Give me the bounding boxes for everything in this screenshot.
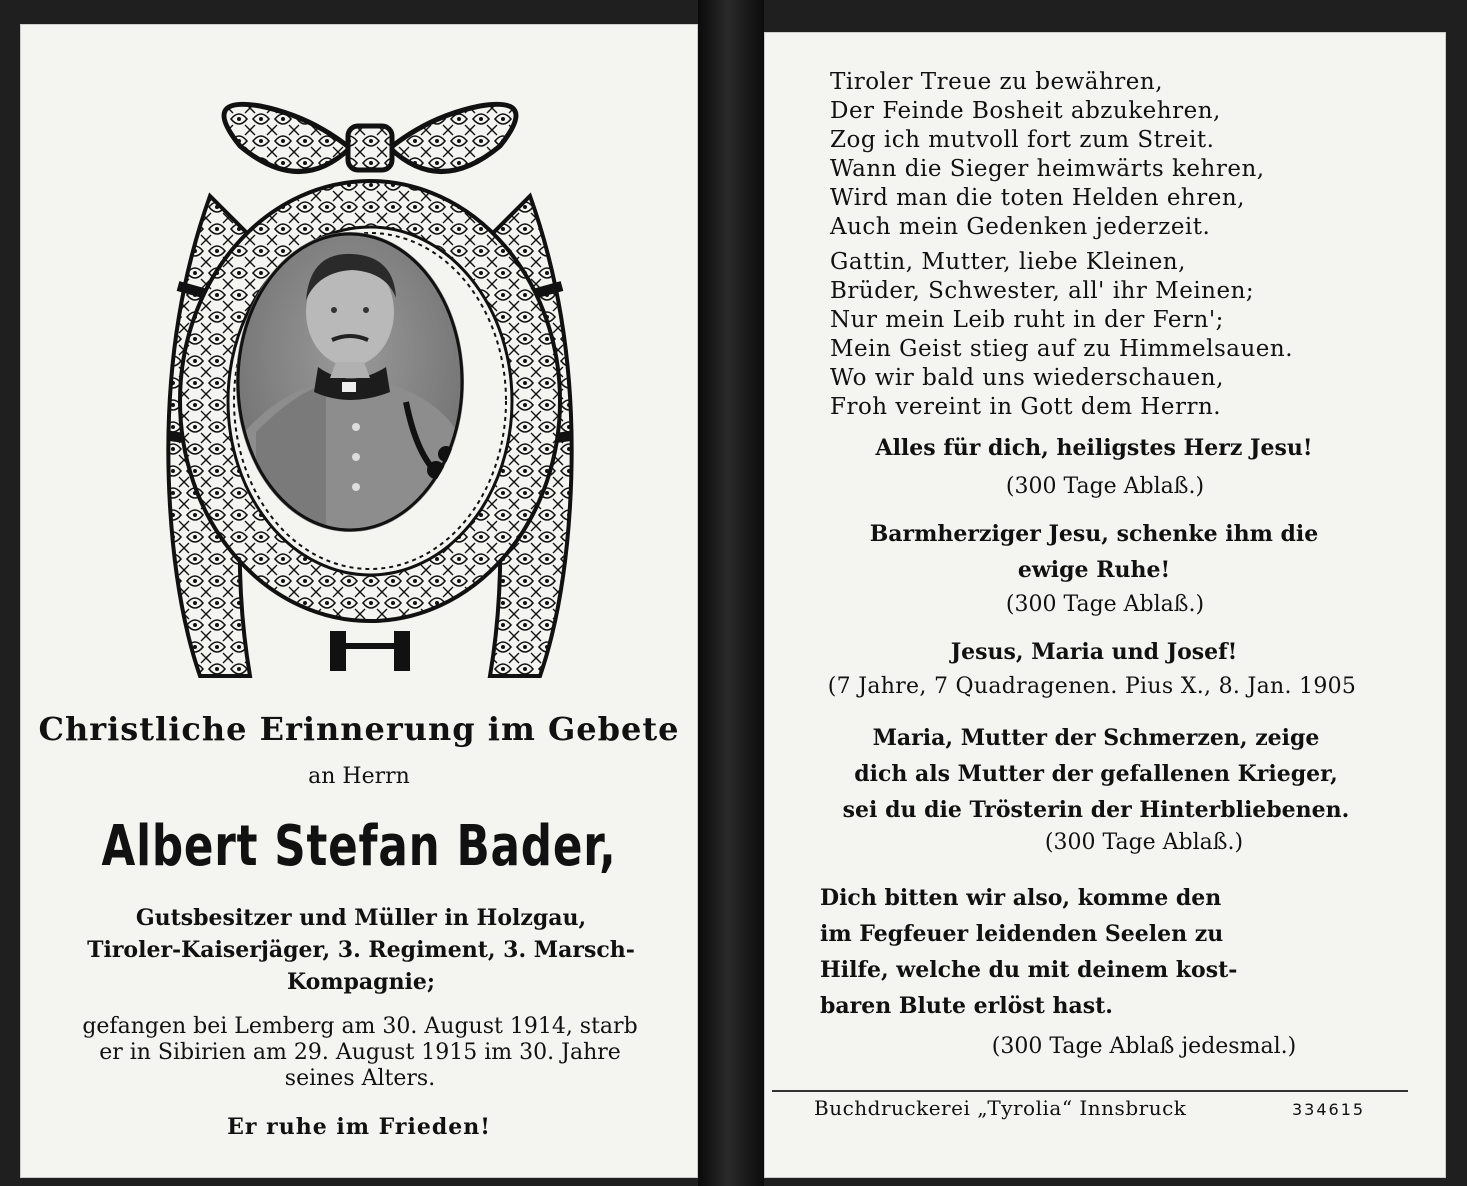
prayer-line: Barmherziger Jesu, schenke ihm die	[869, 521, 1319, 547]
closing-blessing: Er ruhe im Frieden!	[227, 1114, 491, 1140]
indulgence-note: (300 Tage Ablaß.)	[1005, 474, 1205, 499]
poem-stanza-2	[830, 248, 1390, 422]
poem-line: Mein Geist stieg auf zu Himmelsauen.	[830, 336, 1294, 362]
soldier-portrait-photo	[236, 232, 464, 532]
death-info-line: gefangen bei Lemberg am 30. August 1914, starb	[82, 1014, 638, 1039]
prayer-line: Hilfe, welche du mit deinem kost-	[820, 957, 1238, 983]
poem-line: Wann die Sieger heimwärts kehren,	[830, 156, 1265, 182]
poem-line: Wird man die toten Helden ehren,	[830, 185, 1245, 211]
poem-line: Der Feinde Bosheit abzukehren,	[830, 98, 1221, 124]
death-info-line: er in Sibirien am 29. August 1915 im 30. Jahre	[99, 1040, 621, 1065]
footer-divider	[772, 1090, 1408, 1092]
prayer-eternal-rest	[814, 516, 1374, 588]
indulgence-note: (300 Tage Ablaß.)	[1044, 830, 1244, 855]
prayer-line: sei du die Trösterin der Hinterbliebenen.	[842, 797, 1350, 823]
poem-line: Nur mein Leib ruht in der Fern';	[830, 307, 1224, 333]
poem-line: Froh vereint in Gott dem Herrn.	[830, 394, 1222, 420]
indulgence-note: (300 Tage Ablaß.)	[1005, 592, 1205, 617]
prayer-sacred-heart: Alles für dich, heiligstes Herz Jesu!	[875, 435, 1313, 461]
occupation-line: Tiroler-Kaiserjäger, 3. Regiment, 3. Marsch-	[87, 937, 635, 963]
prayer-line: Dich bitten wir also, komme den	[820, 885, 1222, 911]
occupation-line: Gutsbesitzer und Müller in Holzgau,	[135, 905, 587, 931]
poem-line: Gattin, Mutter, liebe Kleinen,	[830, 249, 1186, 275]
memorial-card-front	[20, 24, 698, 1178]
prayer-line: baren Blute erlöst hast.	[820, 993, 1113, 1019]
print-number: 334615	[1292, 1100, 1366, 1119]
poem-line: Wo wir bald uns wiederschauen,	[830, 365, 1224, 391]
address-line: an Herrn	[308, 764, 410, 789]
death-info-block	[40, 1014, 680, 1092]
prayer-line: Maria, Mutter der Schmerzen, zeige	[872, 725, 1320, 751]
indulgence-note: (7 Jahre, 7 Quadragenen. Pius X., 8. Jan. 1905	[827, 674, 1357, 699]
occupation-line: Kompagnie;	[286, 969, 436, 995]
prayer-line: dich als Mutter der gefallenen Krieger,	[854, 761, 1338, 787]
card-fold-spine	[698, 0, 764, 1186]
memorial-heading: Christliche Erinnerung im Gebete	[38, 710, 680, 748]
poem-line: Zog ich mutvoll fort zum Streit.	[830, 127, 1215, 153]
poem-line: Tiroler Treue zu bewähren,	[830, 69, 1164, 95]
deceased-name: Albert Stefan Bader,	[101, 814, 617, 879]
prayer-mother-of-sorrows	[820, 720, 1372, 828]
occupation-block	[56, 902, 666, 998]
prayer-line: ewige Ruhe!	[1017, 557, 1171, 583]
memorial-card-back	[764, 32, 1446, 1178]
prayer-souls-in-purgatory	[820, 880, 1372, 1024]
printer-imprint: Buchdruckerei „Tyrolia“ Innsbruck	[814, 1096, 1187, 1120]
prayer-holy-family: Jesus, Maria und Josef!	[950, 639, 1238, 665]
poem-line: Auch mein Gedenken jederzeit.	[830, 214, 1211, 240]
death-info-line: seines Alters.	[284, 1066, 436, 1091]
poem-stanza-1	[830, 68, 1390, 242]
poem-line: Brüder, Schwester, all' ihr Meinen;	[830, 278, 1255, 304]
prayer-line: im Fegfeuer leidenden Seelen zu	[820, 921, 1224, 947]
indulgence-note: (300 Tage Ablaß jedesmal.)	[991, 1034, 1297, 1059]
